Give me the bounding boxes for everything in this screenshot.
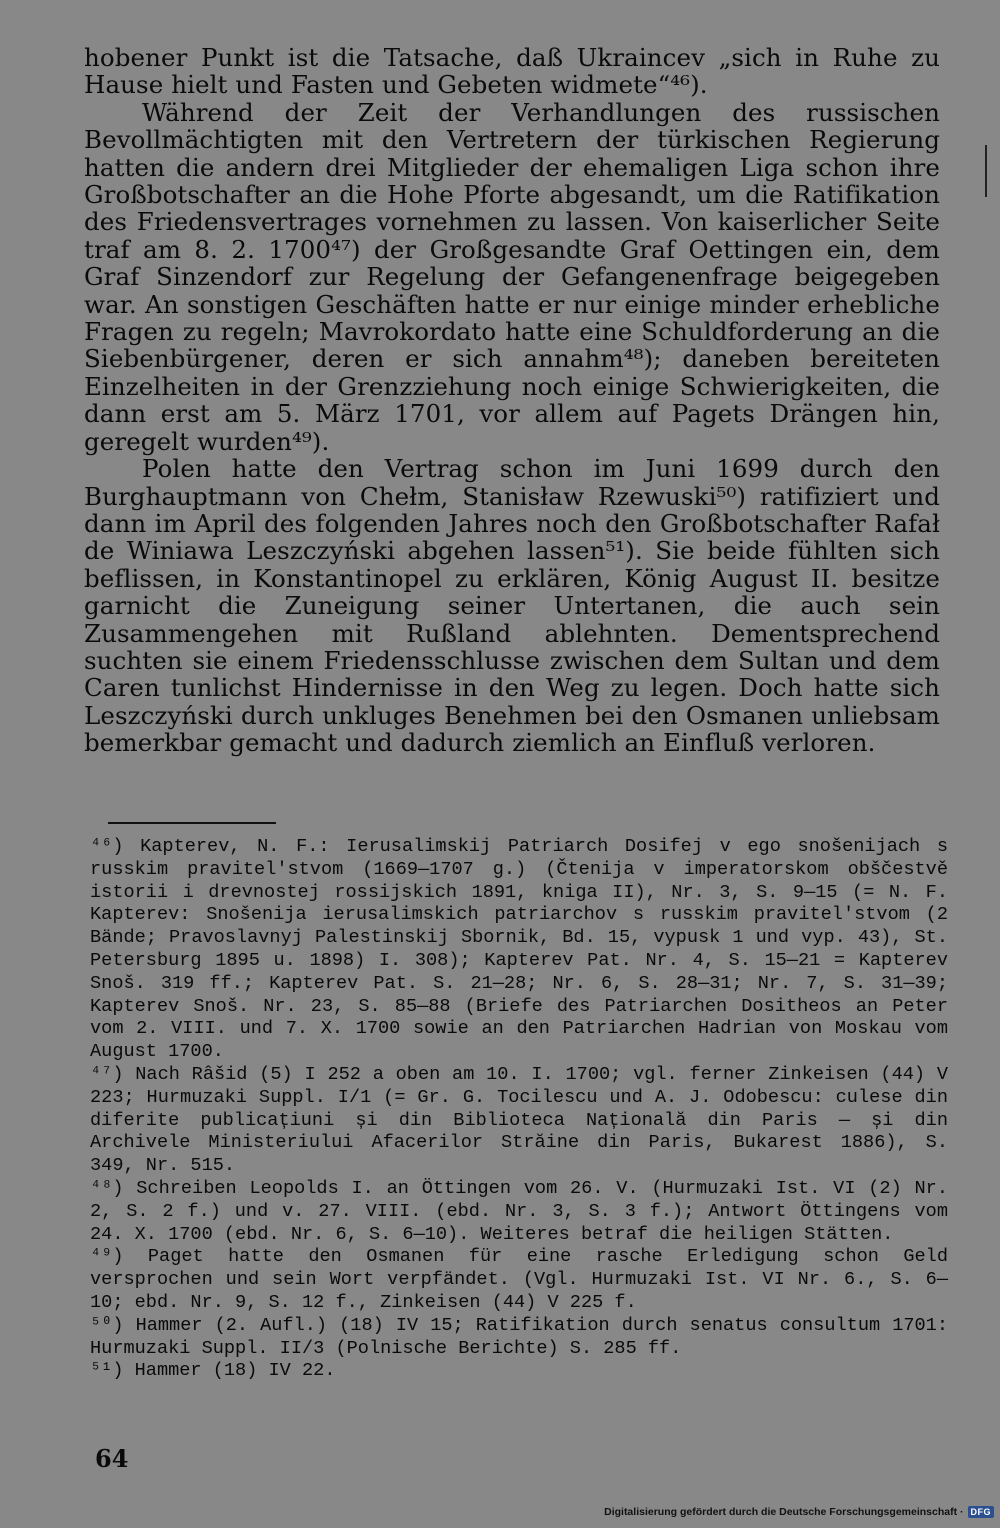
footnote: ⁵⁰) Hammer (2. Aufl.) (18) IV 15; Ratifikation durch senatus consultum 1701: Hurmuzaki Suppl. II/3 (Polnische Berichte) S. 285 ff. — [90, 1314, 948, 1359]
paragraph: Polen hatte den Vertrag schon im Juni 1699 durch den Burghauptmann von Chełm, Stanisław Rzewuski⁵⁰) ratifiziert und dann im April des folgenden Jahres noch den Großbotschafter Rafał de Winiawa Leszczyński abgehen lassen⁵¹). Sie beide fühlten sich beflissen, in Konstantinopel zu erklären, König August II. besitze garnicht die Zuneigung seiner Untertanen, die auch sein Zusammengehen mit Rußland ablehnten. Dementsprechend suchten sie einem Friedensschlusse zwischen dem Sultan und dem Caren tunlichst Hindernisse in den Weg zu legen. Doch hatte sich Leszczyński durch unkluges Benehmen bei den Osmanen unliebsam bemerkbar gemacht und dadurch ziemlich an Einfluß verloren. — [84, 454, 940, 758]
footnote: ⁵¹) Hammer (18) IV 22. — [90, 1360, 336, 1382]
footer-text: Digitalisierung gefördert durch die Deutsche Forschungsgemeinschaft · — [604, 1506, 964, 1518]
footnote-separator — [108, 822, 276, 824]
page-number: 64 — [95, 1444, 129, 1473]
footnote: ⁴⁹) Paget hatte den Osmanen für eine rasche Erledigung schon Geld versprochen und sein Wort verpfändet. (Vgl. Hurmuzaki Ist. VI Nr. 6., S. 6—10; ebd. Nr. 9, S. 12 f., Zinkeisen (44) V 225 f. — [90, 1246, 948, 1313]
main-text — [84, 44, 940, 757]
margin-mark — [985, 145, 987, 197]
footnote: ⁴⁸) Schreiben Leopolds I. an Öttingen vom 26. V. (Hurmuzaki Ist. VI (2) Nr. 2, S. 2 f.) und v. 27. VIII. (ebd. Nr. 3, S. 3 f.); Antwort Öttingens vom 24. X. 1700 (ebd. Nr. 6, S. 6—10). Weiteres betraf die heiligen Stätten. — [90, 1177, 948, 1245]
footnotes — [90, 836, 948, 1383]
paragraph: Während der Zeit der Verhandlungen des russischen Bevollmächtigten mit den Vertretern der türkischen Regierung hatten die andern drei Mitglieder der ehemaligen Liga schon ihre Großbotschafter an die Hohe Pforte abgesandt, um die Ratifikation des Friedensvertrages vornehmen zu lassen. Von kaiserlicher Seite traf am 8. 2. 1700⁴⁷) der Großgesandte Graf Oettingen ein, dem Graf Sinzendorf zur Regelung der Gefangenenfrage beigegeben war. An sonstigen Geschäften hatte er nur einige minder erhebliche Fragen zu regeln; Mavrokordato hatte eine Schuldforderung an die Siebenbürgener, deren er sich annahm⁴⁸); daneben bereiteten Einzelheiten in der Grenzziehung noch einige Schwierigkeiten, die dann erst am 5. März 1701, vor allem auf Pagets Drängen hin, geregelt wurden⁴⁹). — [84, 97, 940, 456]
footnote: ⁴⁷) Nach Râšid (5) I 252 a oben am 10. I. 1700; vgl. ferner Zinkeisen (44) V 223; Hurmuzaki Suppl. I/1 (= Gr. G. Tocilescu und A. J. Odobescu: culese din diferite publicațiuni și din Biblioteca Națională din Paris — și din Archivele Ministeriului Afacerilor Străine din Paris, Bukarest 1886), S. 349, Nr. 515. — [90, 1063, 948, 1177]
dfg-logo-icon: DFG — [968, 1506, 995, 1518]
footnote: ⁴⁶) Kapterev, N. F.: Ierusalimskij Patriarch Dosifej v ego snošenijach s russkim pravitel'stvom (1669—1707 g.) (Čtenija v imperatorskom obščestvě istorii i drevnostej rossijskich 1891, kniga II), Nr. 3, S. 9—15 (= N. F. Kapterev: Snošenija ierusalimskich patriarchov s russkim pravitel'stvom (2 Bände; Pravoslavnyj Palestinskij Sbornik, Bd. 15, vypusk 1 und vyp. 43), St. Petersburg 1895 u. 1898) I. 308); Kapterev Pat. Nr. 4, S. 15—21 = Kapterev Snoš. 319 ff.; Kapterev Pat. S. 21—28; Nr. 6, S. 28—31; Nr. 7, S. 31—39; Kapterev Snoš. Nr. 23, S. 85—88 (Briefe des Patriarchen Dositheos an Peter vom 2. VIII. und 7. X. 1700 sowie an den Patriarchen Hadrian von Moskau vom August 1700. — [90, 836, 948, 1063]
paragraph: hobener Punkt ist die Tatsache, daß Ukraincev „sich in Ruhe zu Hause hielt und Fasten und Gebeten widmete“⁴⁶). — [84, 43, 940, 100]
digitization-footer — [604, 1506, 994, 1518]
